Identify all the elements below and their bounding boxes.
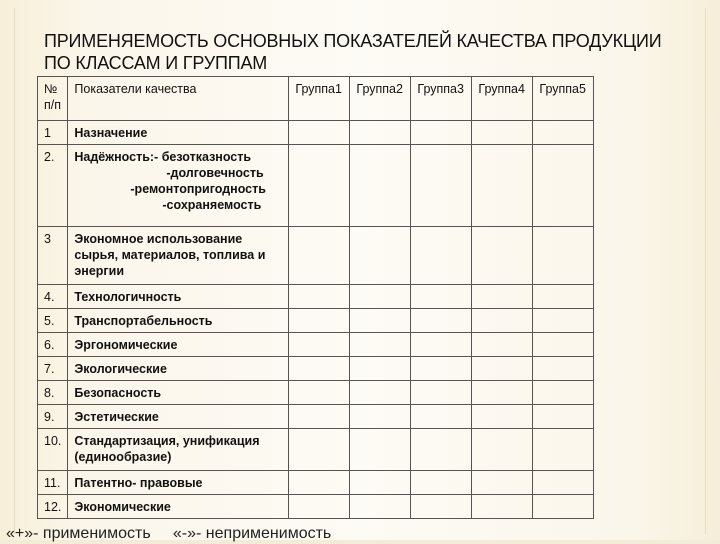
row-num: 10. xyxy=(38,429,68,471)
group-cell xyxy=(411,381,472,405)
group-cell xyxy=(472,309,533,333)
row-indicator: Технологичность xyxy=(68,285,289,309)
legend xyxy=(6,524,706,544)
group-cell xyxy=(411,285,472,309)
group-cell xyxy=(411,405,472,429)
group-cell xyxy=(533,471,594,495)
legend-minus: «-»- неприменимость xyxy=(172,525,332,542)
group-cell xyxy=(350,405,411,429)
group-cell xyxy=(472,405,533,429)
table-row xyxy=(38,381,594,405)
group-cell xyxy=(289,357,350,381)
group-cell xyxy=(289,471,350,495)
group-cell xyxy=(472,471,533,495)
group-cell xyxy=(533,227,594,285)
header-group-4: Группа4 xyxy=(472,77,533,121)
group-cell xyxy=(289,285,350,309)
group-cell xyxy=(472,495,533,519)
header-group-1: Группа1 xyxy=(289,77,350,121)
group-cell xyxy=(350,121,411,145)
slide-title xyxy=(44,30,684,74)
table-row xyxy=(38,495,594,519)
quality-indicators-table xyxy=(37,76,594,519)
row-num: 9. xyxy=(38,405,68,429)
row-indicator xyxy=(68,145,289,227)
group-cell xyxy=(289,227,350,285)
group-cell xyxy=(533,381,594,405)
group-cell xyxy=(350,381,411,405)
group-cell xyxy=(533,145,594,227)
group-cell xyxy=(411,429,472,471)
table-row xyxy=(38,429,594,471)
indicator-line: -ремонтопригодность xyxy=(130,182,266,196)
group-cell xyxy=(411,333,472,357)
group-cell xyxy=(472,357,533,381)
row-indicator: Транспортабельность xyxy=(68,309,289,333)
group-cell xyxy=(350,495,411,519)
group-cell xyxy=(350,429,411,471)
group-cell xyxy=(533,357,594,381)
group-cell xyxy=(350,357,411,381)
group-cell xyxy=(411,145,472,227)
table-row xyxy=(38,309,594,333)
title-line-2: ПО КЛАССАМ И ГРУППАМ xyxy=(44,53,268,73)
table-row xyxy=(38,145,594,227)
group-cell xyxy=(350,145,411,227)
legend-plus: «+»- применимость xyxy=(6,525,151,542)
group-cell xyxy=(350,309,411,333)
quality-table-container xyxy=(37,76,594,519)
group-cell xyxy=(289,495,350,519)
group-cell xyxy=(533,495,594,519)
header-num: № п/п xyxy=(38,77,68,121)
group-cell xyxy=(289,333,350,357)
header-indicator: Показатели качества xyxy=(68,77,289,121)
row-num: 11. xyxy=(38,471,68,495)
group-cell xyxy=(289,429,350,471)
group-cell xyxy=(533,309,594,333)
indicator-line: -долговечность xyxy=(166,166,264,180)
table-row xyxy=(38,405,594,429)
group-cell xyxy=(289,309,350,333)
indicator-line: Надёжность:- безотказность xyxy=(74,150,252,164)
header-group-3: Группа3 xyxy=(411,77,472,121)
row-indicator: Стандартизация, унификация (единообразие) xyxy=(68,429,289,471)
group-cell xyxy=(533,121,594,145)
table-row xyxy=(38,471,594,495)
row-indicator: Назначение xyxy=(68,121,289,145)
group-cell xyxy=(411,471,472,495)
group-cell xyxy=(472,121,533,145)
header-group-2: Группа2 xyxy=(350,77,411,121)
group-cell xyxy=(411,121,472,145)
table-row xyxy=(38,285,594,309)
group-cell xyxy=(533,285,594,309)
group-cell xyxy=(350,333,411,357)
table-row xyxy=(38,227,594,285)
group-cell xyxy=(472,285,533,309)
row-num: 5. xyxy=(38,309,68,333)
group-cell xyxy=(411,357,472,381)
row-num: 12. xyxy=(38,495,68,519)
table-row xyxy=(38,333,594,357)
title-line-1: ПРИМЕНЯЕМОСТЬ ОСНОВНЫХ ПОКАЗАТЕЛЕЙ КАЧЕСТВА ПРОДУКЦИИ xyxy=(44,31,662,51)
row-indicator: Экологические xyxy=(68,357,289,381)
group-cell xyxy=(289,381,350,405)
group-cell xyxy=(533,333,594,357)
group-cell xyxy=(350,227,411,285)
row-num: 4. xyxy=(38,285,68,309)
row-num: 8. xyxy=(38,381,68,405)
row-indicator: Безопасность xyxy=(68,381,289,405)
row-num: 6. xyxy=(38,333,68,357)
group-cell xyxy=(472,333,533,357)
row-num: 7. xyxy=(38,357,68,381)
row-indicator: Эстетические xyxy=(68,405,289,429)
group-cell xyxy=(411,227,472,285)
group-cell xyxy=(411,309,472,333)
group-cell xyxy=(472,429,533,471)
group-cell xyxy=(289,145,350,227)
row-num: 2. xyxy=(38,145,68,227)
row-indicator: Эргономические xyxy=(68,333,289,357)
group-cell xyxy=(289,405,350,429)
row-indicator: Экономические xyxy=(68,495,289,519)
group-cell xyxy=(289,121,350,145)
row-indicator: Патентно- правовые xyxy=(68,471,289,495)
group-cell xyxy=(350,285,411,309)
indicator-line: -сохраняемость xyxy=(162,198,262,212)
header-group-5: Группа5 xyxy=(533,77,594,121)
group-cell xyxy=(533,429,594,471)
group-cell xyxy=(472,227,533,285)
group-cell xyxy=(350,471,411,495)
group-cell xyxy=(411,495,472,519)
row-num: 3 xyxy=(38,227,68,285)
group-cell xyxy=(472,381,533,405)
table-row xyxy=(38,121,594,145)
group-cell xyxy=(472,145,533,227)
group-cell xyxy=(533,405,594,429)
row-indicator: Экономное использование сырья, материалов, топлива и энергии xyxy=(68,227,289,285)
row-num: 1 xyxy=(38,121,68,145)
table-row xyxy=(38,357,594,381)
table-header-row xyxy=(38,77,594,121)
